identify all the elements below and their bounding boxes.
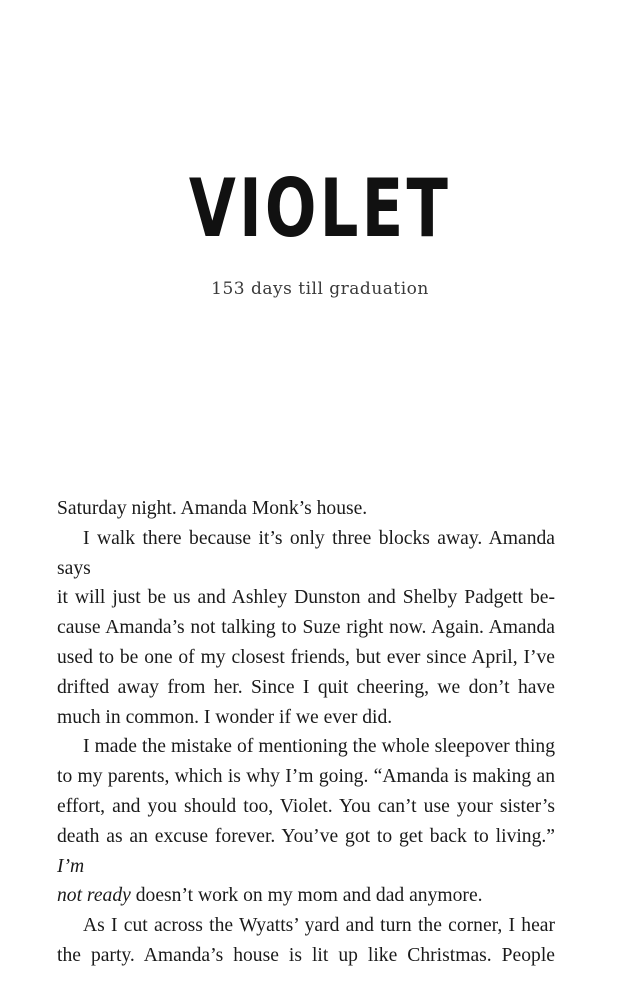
text-line-with-italic <box>57 881 555 911</box>
paragraph-1 <box>57 494 555 524</box>
text-line: used to be one of my closest friends, but ever since April, I’ve <box>57 646 555 668</box>
paragraph-3 <box>57 732 555 911</box>
text-line: drifted away from her. Since I quit cheering, we don’t have <box>57 676 555 698</box>
italic-text: I’m <box>57 855 85 877</box>
chapter-subtitle: 153 days till graduation <box>211 279 429 299</box>
text-line: much in common. I wonder if we ever did. <box>57 706 393 728</box>
paragraph-4 <box>57 911 555 971</box>
text-line: I walk there because it’s only three blocks away. Amanda says <box>57 527 555 579</box>
text-line: the party. Amanda’s house is lit up like Christmas. People <box>57 944 555 966</box>
text-run: death as an excuse forever. You’ve got to get back to living.” <box>57 825 555 847</box>
text-line-with-italic <box>57 822 555 882</box>
text-line: to my parents, which is why I’m going. “Amanda is making an <box>57 766 555 788</box>
text-line: it will just be us and Ashley Dunston and Shelby Padgett be- <box>57 587 555 609</box>
text-line: As I cut across the Wyatts’ yard and turn the corner, I hear <box>83 915 555 937</box>
text-line: I made the mistake of mentioning the whole sleepover thing <box>83 736 555 758</box>
chapter-title: VIOLET <box>188 162 452 256</box>
body-text <box>57 494 555 971</box>
text-run: doesn’t work on my mom and dad anymore. <box>130 885 483 907</box>
paragraph-2 <box>57 524 555 733</box>
text-line: effort, and you should too, Violet. You can’t use your sister’s <box>57 795 555 817</box>
text-line: cause Amanda’s not talking to Suze right now. Again. Amanda <box>57 617 555 639</box>
text-line: Saturday night. Amanda Monk’s house. <box>57 498 368 519</box>
italic-text: not ready <box>57 885 131 907</box>
